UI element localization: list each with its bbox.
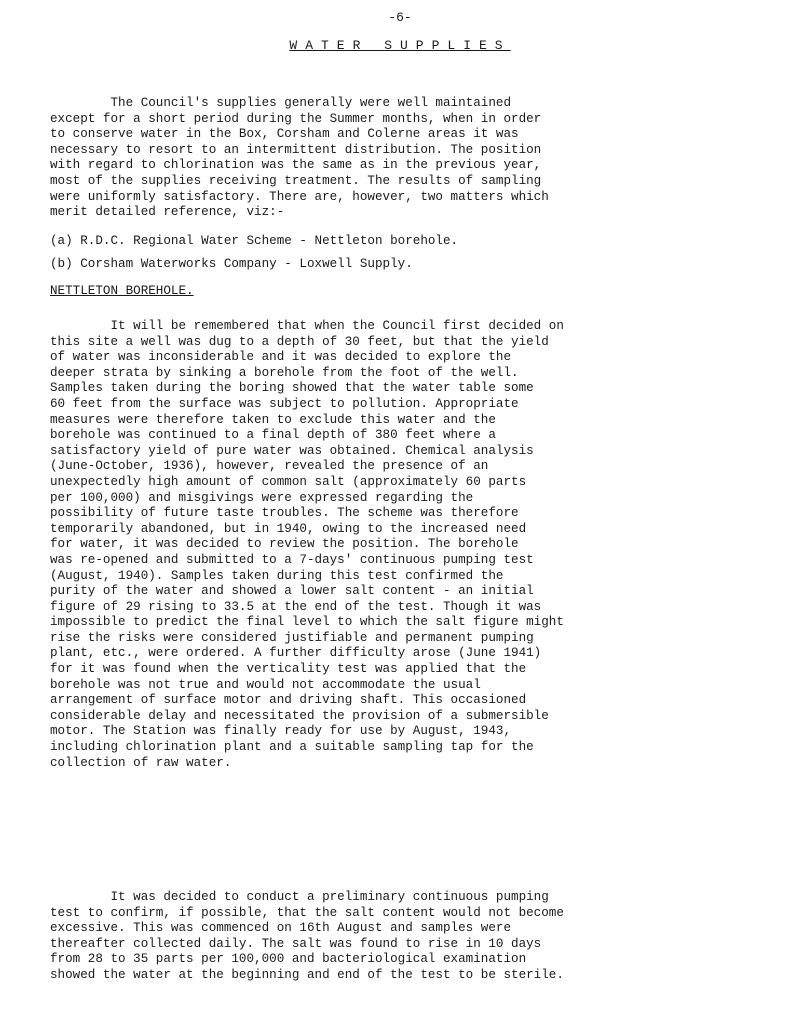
subheading-wrap xyxy=(50,284,770,300)
subheading: NETTLETON BOREHOLE. xyxy=(50,284,194,298)
borehole-paragraph xyxy=(50,319,770,771)
text-line: most of the supplies receiving treatment. The results of sampling xyxy=(50,173,542,188)
text-line: figure of 29 rising to 33.5 at the end of the test. Though it was xyxy=(50,599,542,614)
text-line: borehole was continued to a final depth of 380 feet where a xyxy=(50,428,496,443)
text-line: thereafter collected daily. The salt was found to rise in 10 days xyxy=(50,936,542,951)
text-line: to conserve water in the Box, Corsham and Colerne areas it was xyxy=(50,127,519,142)
pumping-test-paragraph xyxy=(50,890,770,984)
text-line: for water, it was decided to review the position. The borehole xyxy=(50,537,519,552)
list-item: (b) Corsham Waterworks Company - Loxwell Supply. xyxy=(50,257,413,271)
text-line: this site a well was dug to a depth of 30 feet, but that the yield xyxy=(50,334,549,349)
text-line: was re-opened and submitted to a 7-days' continuous pumping test xyxy=(50,552,534,567)
text-line: temporarily abandoned, but in 1940, owing to the increased need xyxy=(50,521,527,536)
text-line: (June-October, 1936), however, revealed the presence of an xyxy=(50,459,489,474)
text-line: It was decided to conduct a preliminary continuous pumping xyxy=(50,890,549,904)
text-line: excessive. This was commenced on 16th August and samples were xyxy=(50,921,512,936)
text-line: test to confirm, if possible, that the salt content would not become xyxy=(50,905,564,920)
text-line: were uniformly satisfactory. There are, however, two matters which xyxy=(50,189,549,204)
text-line: The Council's supplies generally were well maintained xyxy=(50,96,512,110)
text-line: showed the water at the beginning and end of the test to be sterile. xyxy=(50,967,564,982)
text-line: plant, etc., were ordered. A further difficulty arose (June 1941) xyxy=(50,646,542,661)
text-line: necessary to resort to an intermittent distribution. The position xyxy=(50,142,542,157)
text-line: from 28 to 35 parts per 100,000 and bacteriological examination xyxy=(50,952,527,967)
text-line: (August, 1940). Samples taken during this test confirmed the xyxy=(50,568,504,583)
text-line: motor. The Station was finally ready for use by August, 1943, xyxy=(50,724,512,739)
text-line: merit detailed reference, viz:- xyxy=(50,205,285,220)
text-line: considerable delay and necessitated the provision of a submersible xyxy=(50,708,549,723)
text-line: rise the risks were considered justifiable and permanent pumping xyxy=(50,630,534,645)
text-line: 60 feet from the surface was subject to pollution. Appropriate xyxy=(50,396,519,411)
text-line: measures were therefore taken to exclude this water and the xyxy=(50,412,496,427)
text-line: collection of raw water. xyxy=(50,755,232,770)
intro-paragraph xyxy=(50,96,770,221)
text-line: satisfactory yield of pure water was obtained. Chemical analysis xyxy=(50,443,534,458)
text-line: for it was found when the verticality test was applied that the xyxy=(50,662,527,677)
matters-list xyxy=(50,234,770,280)
text-line: It will be remembered that when the Council first decided on xyxy=(50,319,564,333)
text-line: with regard to chlorination was the same as in the previous year, xyxy=(50,158,542,173)
text-line: except for a short period during the Summer months, when in order xyxy=(50,111,542,126)
page-number: -6- xyxy=(388,10,412,25)
text-line: Samples taken during the boring showed that the water table some xyxy=(50,381,534,396)
text-line: deeper strata by sinking a borehole from the foot of the well. xyxy=(50,365,519,380)
text-line: impossible to predict the final level to which the salt figure might xyxy=(50,615,564,630)
section-title: WATER SUPPLIES xyxy=(289,38,511,53)
text-line: unexpectedly high amount of common salt (approximately 60 parts xyxy=(50,474,527,489)
text-line: borehole was not true and would not accommodate the usual xyxy=(50,677,481,692)
text-line: per 100,000) and misgivings were expressed regarding the xyxy=(50,490,474,505)
text-line: of water was inconsiderable and it was decided to explore the xyxy=(50,350,512,365)
text-line: purity of the water and showed a lower salt content - an initial xyxy=(50,584,534,599)
text-line: including chlorination plant and a suitable sampling tap for the xyxy=(50,740,534,755)
text-line: possibility of future taste troubles. The scheme was therefore xyxy=(50,506,519,521)
list-item: (a) R.D.C. Regional Water Scheme - Nettleton borehole. xyxy=(50,234,459,248)
text-line: arrangement of surface motor and driving shaft. This occasioned xyxy=(50,693,527,708)
